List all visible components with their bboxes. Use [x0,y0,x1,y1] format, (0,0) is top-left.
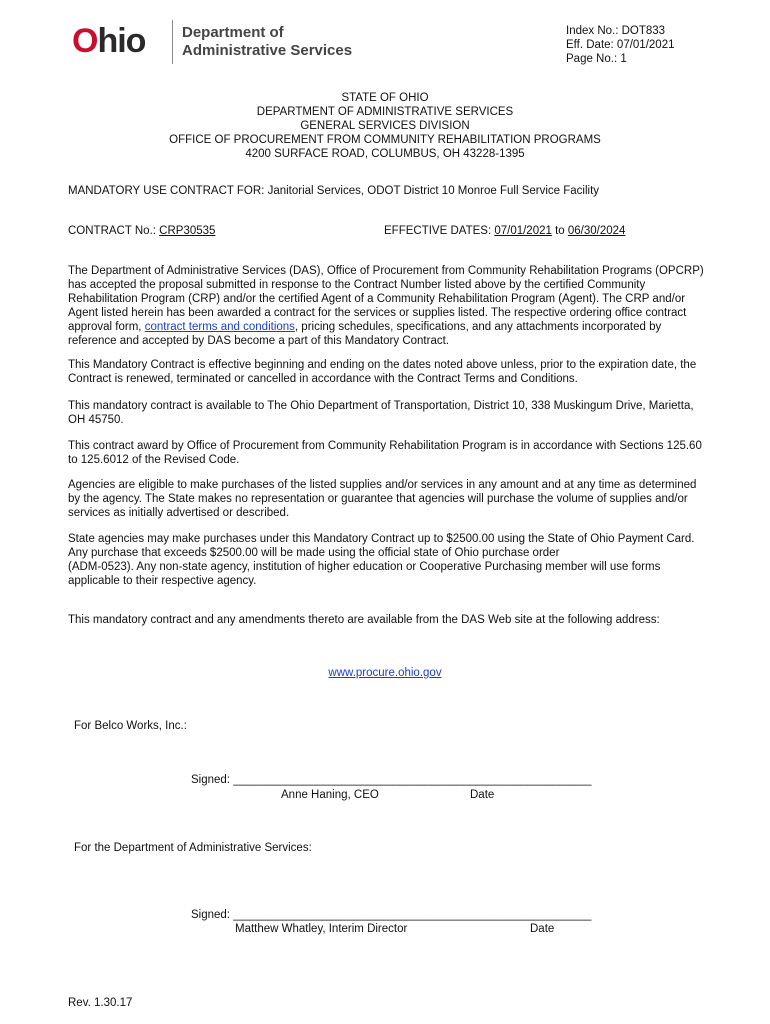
paragraph-eligibility: Agencies are eligible to make purchases of the listed supplies and/or services in any amount and at any time as determined by the agency. The State makes no representation or guarantee that agencies will purchase the volume of supplies and/or services as initially advertised or described. [68,479,697,519]
paragraph-award [68,264,704,348]
paragraph-purchasing-text: State agencies may make purchases under this Mandatory Contract up to $2500.00 using the State of Ohio Payment Card. Any purchase that exceeds $2500.00 will be made using the official state of Ohio purchase order [68,533,695,559]
document-index-block [566,24,674,66]
vendor-label: For Belco Works, Inc.: [74,720,187,732]
contract-number [68,224,215,238]
contract-terms-link[interactable]: contract terms and conditions [144,321,295,333]
vendor-signer-name: Anne Haning, CEO [281,789,379,801]
paragraph-availability: This mandatory contract is available to The Ohio Department of Transportation, District 10, 338 Muskingum Drive, Marietta, OH 45750. [68,400,694,426]
vendor-signature-line: Signed: ________________________________________________________ [191,774,592,786]
logo-divider [172,20,173,64]
das-signer-name: Matthew Whatley, Interim Director [235,923,408,935]
header-line: OFFICE OF PROCUREMENT FROM COMMUNITY REHABILITATION PROGRAMS [169,134,601,146]
ohio-logo-wordmark: Ohio [72,22,146,60]
contract-number-value: CRP30535 [159,225,216,237]
index-number: Index No.: DOT833 [566,25,666,37]
logo-dept-line1: Department of [182,24,284,41]
header-line: STATE OF OHIO [341,92,429,104]
das-signature-line: Signed: ________________________________________________________ [191,909,592,921]
paragraph-effective: This Mandatory Contract is effective beginning and ending on the dates noted above unless, prior to the expiration date, the Contract is renewed, terminated or cancelled in accordance with the Contract Terms and Conditions. [68,359,697,385]
das-label: For the Department of Administrative Services: [74,842,312,854]
effective-to: to [551,225,568,237]
effective-dates-label: EFFECTIVE DATES: [384,225,495,237]
ohio-das-logo [72,18,372,68]
effective-date: Eff. Date: 07/01/2021 [566,39,675,51]
effective-start: 07/01/2021 [494,225,552,237]
header-line: GENERAL SERVICES DIVISION [300,120,470,132]
paragraph-website: This mandatory contract and any amendments thereto are available from the DAS Web site at the following address: [68,614,660,626]
header-line: DEPARTMENT OF ADMINISTRATIVE SERVICES [256,106,514,118]
header-line: 4200 SURFACE ROAD, COLUMBUS, OH 43228-1395 [245,148,525,160]
effective-end: 06/30/2024 [567,225,626,237]
das-date-label: Date [530,923,555,935]
paragraph-purchasing-text-2: (ADM-0523). Any non-state agency, institution of higher education or Cooperative Purchasing member will use forms applicable to their respective agency. [68,561,661,587]
vendor-date-label: Date [470,789,495,801]
paragraph-revised-code: This contract award by Office of Procurement from Community Rehabilitation Program is in accordance with Sections 125.60 to 125.6012 of the Revised Code. [68,440,702,466]
contract-for: MANDATORY USE CONTRACT FOR: Janitorial Services, ODOT District 10 Monroe Full Service Facility [68,185,600,197]
page-number: Page No.: 1 [566,53,627,65]
logo-department-name [182,24,352,60]
paragraph-award-text-end: , pricing schedules, specifications, and any attachments incorporated by reference and accepted by DAS become a part of this Mandatory Contract. [68,321,662,347]
effective-dates [384,224,625,238]
agency-header [0,91,770,161]
paragraph-purchasing [68,532,704,588]
website-link[interactable]: www.procure.ohio.gov [328,667,442,679]
revision-footer: Rev. 1.30.17 [68,997,133,1009]
contract-number-label: CONTRACT No.: [68,225,160,237]
logo-dept-line2: Administrative Services [182,42,353,59]
website-row [0,667,770,679]
paragraph-award-text: The Department of Administrative Services (DAS), Office of Procurement from Community Rehabilitation Programs (OPCRP) has accepted the proposal submitted in response to the Contract Number listed above by the certified Community Rehabilitation Program (CRP) and/or the certified Agent of a Community Rehabilitation Program (Agent). The CRP and/or Agent listed herein has been awarded a contract for the services or supplies listed. The respective ordering office contract approval form, [68,265,704,333]
